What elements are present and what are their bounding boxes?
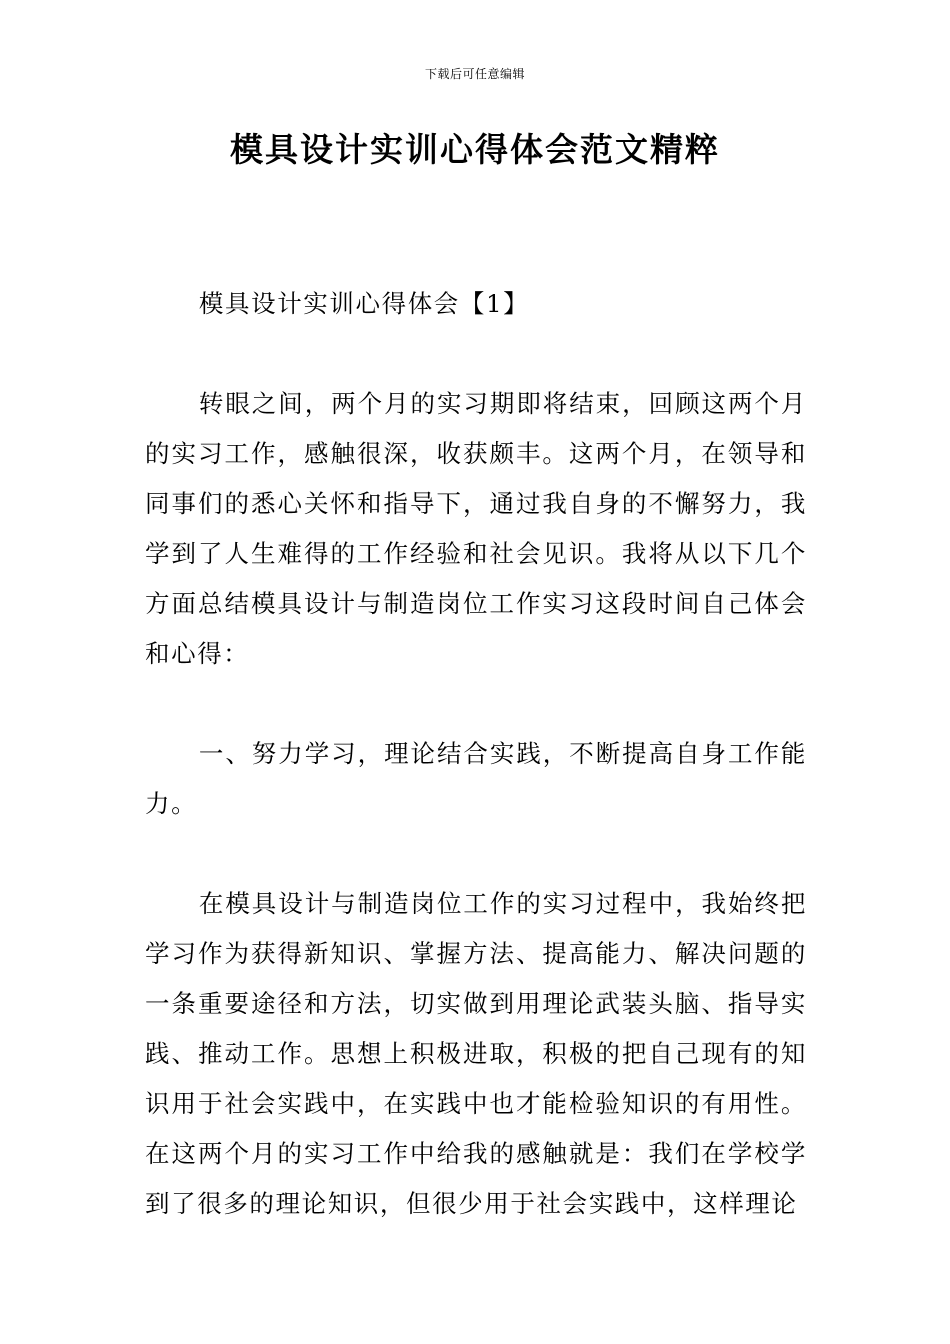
document-body bbox=[145, 279, 807, 1279]
body-paragraph-learning: 在模具设计与制造岗位工作的实习过程中，我始终把学习作为获得新知识、掌握方法、提高能力、解决问题的一条重要途径和方法，切实做到用理论武装头脑、指导实践、推动工作。思想上积极进取，积极的把自己现有的知识用于社会实践中，在实践中也才能检验知识的有用性。在这两个月的实习工作中给我的感触就是：我们在学校学到了很多的理论知识，但很少用于社会实践中，这样理论 bbox=[145, 889, 807, 1218]
section-heading: 模具设计实训心得体会【1】 bbox=[198, 289, 530, 318]
download-note: 下载后可任意编辑 bbox=[424, 67, 525, 81]
body-paragraph-intro: 转眼之间，两个月的实习期即将结束，回顾这两个月的实习工作，感触很深，收获颇丰。这两个月，在领导和同事们的悉心关怀和指导下，通过我自身的不懈努力，我学到了人生难得的工作经验和社会见识。我将从以下几个方面总结模具设计与制造岗位工作实习这段时间自己体会和心得： bbox=[145, 389, 807, 668]
point-heading: 一、努力学习，理论结合实践，不断提高自身工作能力。 bbox=[145, 739, 807, 818]
document-title: 模具设计实训心得体会范文精粹 bbox=[230, 130, 720, 169]
